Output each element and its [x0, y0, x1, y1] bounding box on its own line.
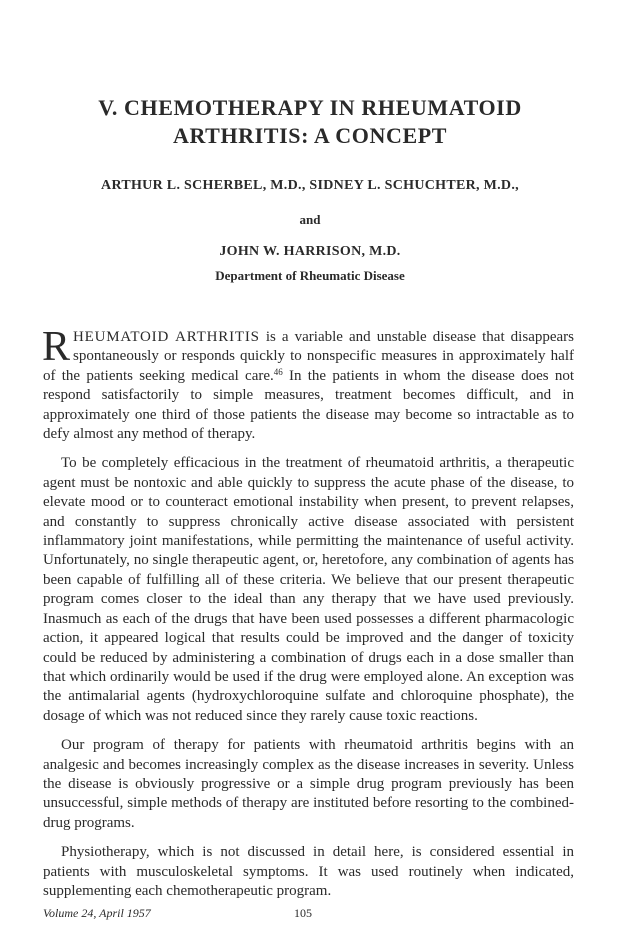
author-list-primary: ARTHUR L. SCHERBEL, M.D., SIDNEY L. SCHUCHTER, M.D., — [101, 178, 519, 193]
article-title-line1: V. CHEMOTHERAPY IN RHEUMATOID — [98, 95, 522, 120]
paragraph-1-text-a: is a variable and unstable disease that disappears spontaneously or responds quickly to nonspecific measures in approximately half of the patients seeking medical care. — [43, 329, 574, 384]
department-affiliation: Department of Rheumatic Disease — [215, 268, 405, 283]
reference-superscript: 46 — [273, 366, 283, 377]
article-body — [42, 324, 574, 911]
page-number: 105 — [294, 906, 312, 920]
article-title-line2: ARTHRITIS: A CONCEPT — [172, 123, 448, 148]
article-title — [0, 94, 620, 150]
paragraph-2: To be completely efficacious in the treatment of rheumatoid arthritis, a therapeutic agent must be nontoxic and able quickly to suppress the acute phase of the disease, to elevate mood or to counteract emotional instability when present, to prevent relapses, and constantly to suppress chronically active disease associated with persistent inflammatory joint manifestations, while permitting the maintenance of useful activity. Unfortunately, no single therapeutic agent, or, heretofore, any combination of agents has been capable of fulfilling all of these criteria. We believe that our present therapeutic program comes closer to the ideal than any therapy that we have used previously. Inasmuch as each of the drugs that have been used possesses a different pharmacologic action, it appeared logical that results could be improved and the danger of toxicity could be reduced by administering a combination of drugs each in a dose smaller than that which ordinarily would be used if the drug were employed alone. An exception was the antimalarial agents (hydroxychloroquine sulfate and chloroquine phosphate), the dosage of which was not reduced since they rarely cause toxic reactions. — [43, 455, 574, 724]
journal-citation: Volume 24, April 1957 — [43, 906, 151, 920]
paragraph-1-text-b: In the patients in whom the disease does not respond satisfactorily to simple measures, treatment becomes difficult, and in approximately one third of those patients the disease may become so intractable as to defy almost any method of therapy. — [43, 367, 574, 443]
paragraph-4: Physiotherapy, which is not discussed in detail here, is considered essential in patients with musculoskeletal symptoms. It was used routinely when indicated, supplementing each chemotherapeutic program. — [43, 844, 574, 899]
lead-in-text: HEUMATOID ARTHRITIS — [73, 329, 260, 345]
author-conjunction: and — [299, 212, 321, 227]
drop-cap: R — [42, 324, 71, 370]
author-list-secondary: JOHN W. HARRISON, M.D. — [219, 244, 401, 259]
paragraph-1 — [42, 324, 574, 444]
paragraph-3: Our program of therapy for patients with rheumatoid arthritis begins with an analgesic and becomes increasingly complex as the disease increases in severity. Unless the disease is obviously progressive or a simple drug program previously has been unsuccessful, simple methods of therapy are instituted before resorting to the combined-drug programs. — [43, 737, 574, 831]
